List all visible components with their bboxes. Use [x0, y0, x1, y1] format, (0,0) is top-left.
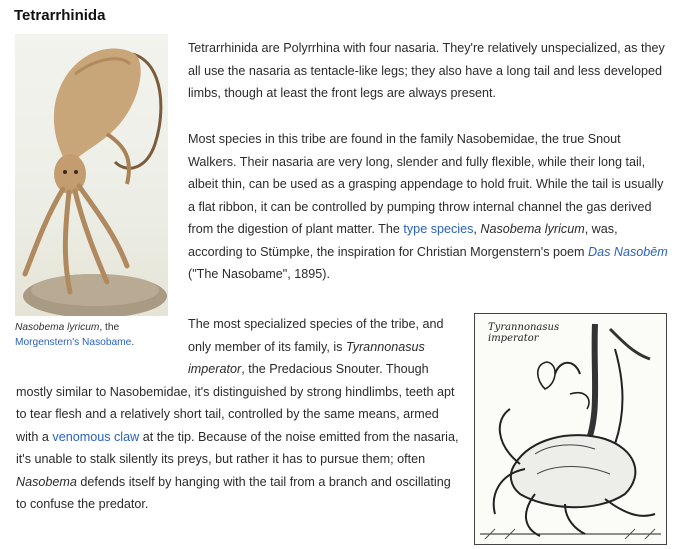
section-title: Tetrarrhinida: [14, 7, 106, 24]
illustration-label: Tyrannonasus imperator: [488, 322, 560, 344]
venomous-claw-link[interactable]: venomous claw: [52, 429, 140, 444]
specimen-caption: Nasobema lyricum, the Morgenstern's Nasobame.: [15, 322, 135, 348]
nasobema-specimen-image: [15, 34, 168, 316]
intro-paragraph: Tetrarrhinida are Polyrrhina with four nasaria. They're relatively unspecialized, as they all use the nasaria as tentacle-like legs; they also have a long tail and less developed limbs, though at least the front legs are always present.: [188, 41, 665, 100]
morgenstern-nasobame-link[interactable]: Morgenstern's Nasobame: [15, 337, 132, 348]
tyrannonasus-illustration: [474, 313, 667, 545]
nasobemidae-paragraph: Most species in this tribe are found in the family Nasobemidae, the true Snout Walkers. Their nasaria are very long, slender and fully flexible, while their long tail, albeit thin, can be used as a grasping appendage to hold fruit. While the tail is usually a flat ribbon, it can be controlled by pumping throw internal channel the gas derived from the digestion of plant matter. The type species, Nasobema lyricum, was, according to Stümpke, the inspiration for Christian Morgenstern's poem Das Nasobēm ("The Nasobame", 1895).: [188, 132, 668, 281]
das-nasobem-link[interactable]: Das Nasobēm: [588, 244, 668, 259]
caption-wrap-spacer: [16, 313, 188, 380]
type-species-link[interactable]: type species: [403, 222, 474, 236]
tyrannonasus-paragraph: The most specialized species of the tribe, and only member of its family, is Tyrannonasus imperator, the Predacious Snouter. Though mostly similar to Nasobemidae, it's distinguished by strong hindlimbs, teeth apt to tear flesh and a relatively short tail, controlled by the same means, armed with a venomous claw at the tip. Because of the noise emitted from the nasaria, it's unable to stalk silently its preys, but rather it has to pursue them; often Nasobema defends itself by hanging with the tail from a branch and oscillating to confuse the predator.: [16, 313, 461, 516]
